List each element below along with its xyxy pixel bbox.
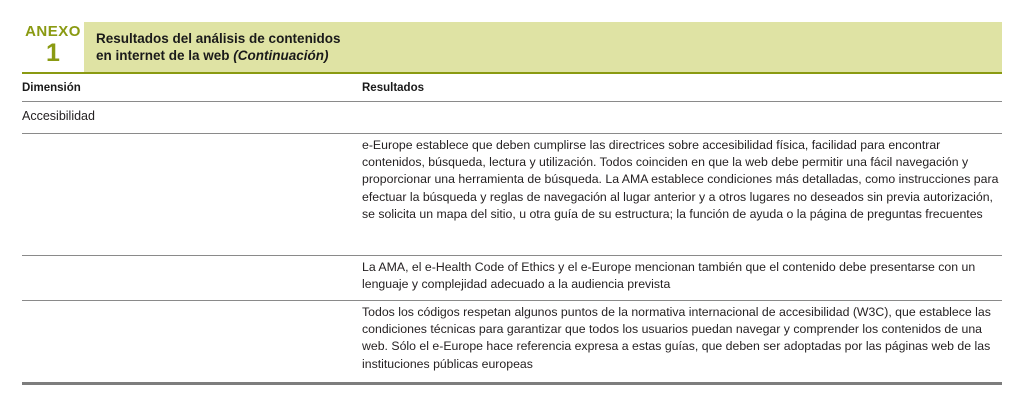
table-divider [22,133,1002,134]
header-divider [22,72,1002,74]
table-divider [22,101,1002,102]
table-row: Todos los códigos respetan algunos puntos de la normativa internacional de accesibilidad (W3C), que establece las condiciones técnicas para garantizar que todos los usuarios puedan navegar y comprender los contenidos de una web. Sólo el e-Europe hace referencia expresa a estas guías, que deben ser adoptadas por las páginas web de las instituciones públicas europeas [362,305,991,371]
column-header-results: Resultados [362,82,424,94]
table-divider [22,300,1002,301]
column-header-dimension: Dimensión [22,82,81,94]
title-continuation: (Continuación) [233,48,329,63]
page-title [96,30,341,64]
annex-header [22,22,1002,72]
section-label: Accesibilidad [22,109,95,123]
annex-label: ANEXO [25,23,81,40]
annex-number: 1 [46,39,60,67]
title-line-2: en internet de la web [96,48,234,63]
title-line-1: Resultados del análisis de contenidos [96,31,341,46]
title-band [84,22,1002,72]
table-row: e-Europe establece que deben cumplirse las directrices sobre accesibilidad física, facilidad para encontrar contenidos, búsqueda, lectura y utilización. Todos coinciden en que la web debe permitir una fácil navegación y proporcionar una herramienta de búsqueda. La AMA establece condiciones más detalladas, como instrucciones para efectuar la búsqueda y reglas de navegación al lugar anterior y a otros lugares no deseados sin previa autorización, se solicita un mapa del sitio, u otra guía de su estructura; la función de ayuda o la página de preguntas frecuentes [362,138,999,221]
table-row: La AMA, el e-Health Code of Ethics y el e-Europe mencionan también que el contenido debe presentarse con un lenguaje y complejidad adecuado a la audiencia prevista [362,260,976,292]
table-bottom-rule [22,382,1002,385]
annex-badge [22,22,84,72]
table-divider [22,255,1002,256]
